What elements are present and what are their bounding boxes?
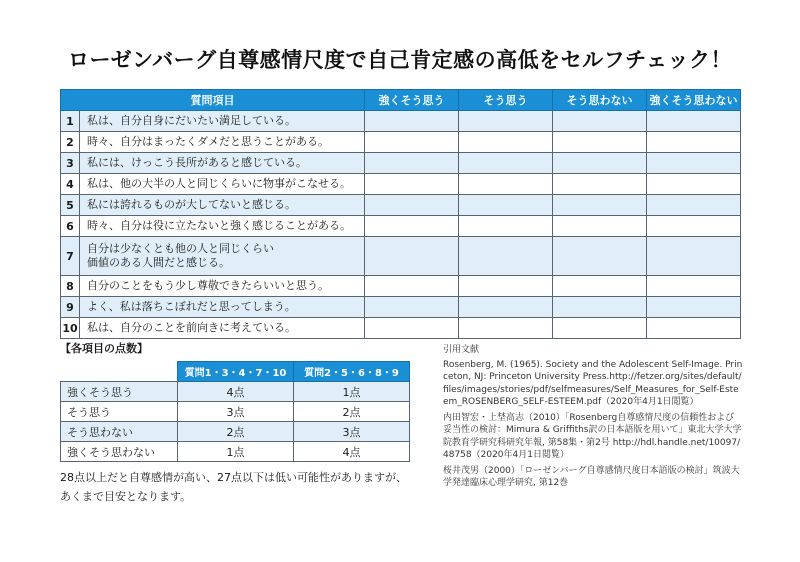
score-value-negative: 1点 xyxy=(294,382,410,402)
header-strongly-disagree: 強くそう思わない xyxy=(647,90,741,111)
score-header-negative-items: 質問2・5・6・8・9 xyxy=(294,362,410,382)
item-text: よく、私は落ちこぼれだと思ってしまう。 xyxy=(80,297,365,318)
answer-cell-agree[interactable] xyxy=(459,174,553,195)
answer-cell-disagree[interactable] xyxy=(553,216,647,237)
table-row xyxy=(61,276,741,297)
item-text-line1: 自分は少なくとも他の人と同じくらい xyxy=(87,242,274,255)
answer-cell-disagree[interactable] xyxy=(553,318,647,339)
score-row xyxy=(61,402,410,422)
answer-cell-disagree[interactable] xyxy=(553,111,647,132)
answer-cell-strongly-disagree[interactable] xyxy=(647,276,741,297)
answer-cell-disagree[interactable] xyxy=(553,132,647,153)
score-row xyxy=(61,442,410,462)
table-row xyxy=(61,174,741,195)
answer-cell-disagree[interactable] xyxy=(553,195,647,216)
answer-cell-agree[interactable] xyxy=(459,153,553,174)
table-row xyxy=(61,111,741,132)
item-number: 4 xyxy=(61,174,80,195)
score-row-label: そう思う xyxy=(61,402,178,422)
answer-cell-strongly-agree[interactable] xyxy=(365,297,459,318)
item-number: 9 xyxy=(61,297,80,318)
table-row xyxy=(61,237,741,276)
item-text: 時々、自分はまったくダメだと思うことがある。 xyxy=(80,132,365,153)
score-table xyxy=(60,361,410,462)
answer-cell-agree[interactable] xyxy=(459,132,553,153)
interpretation-note: 28点以上だと自尊感情が高い、27点以下は低い可能性がありますが、あくまで目安となります。 xyxy=(60,471,407,503)
header-question-item: 質問項目 xyxy=(61,90,365,111)
table-row xyxy=(61,132,741,153)
item-text: 私には、けっこう長所があると感じている。 xyxy=(80,153,365,174)
references-heading: 引用文献 xyxy=(443,345,480,355)
item-number: 8 xyxy=(61,276,80,297)
header-disagree: そう思わない xyxy=(553,90,647,111)
item-number: 5 xyxy=(61,195,80,216)
score-value-negative: 4点 xyxy=(294,442,410,462)
item-number: 1 xyxy=(61,111,80,132)
answer-cell-disagree[interactable] xyxy=(553,174,647,195)
header-agree: そう思う xyxy=(459,90,553,111)
answer-cell-strongly-agree[interactable] xyxy=(365,132,459,153)
item-number: 10 xyxy=(61,318,80,339)
answer-cell-strongly-disagree[interactable] xyxy=(647,237,741,276)
answer-cell-disagree[interactable] xyxy=(553,237,647,276)
score-header-positive-items: 質問1・3・4・7・10 xyxy=(178,362,294,382)
score-value-positive: 2点 xyxy=(178,422,294,442)
answer-cell-agree[interactable] xyxy=(459,318,553,339)
item-text: 私は、自分自身にだいたい満足している。 xyxy=(80,111,365,132)
item-number: 7 xyxy=(61,237,80,276)
answer-cell-strongly-disagree[interactable] xyxy=(647,195,741,216)
answer-cell-agree[interactable] xyxy=(459,297,553,318)
table-row xyxy=(61,153,741,174)
score-header-blank xyxy=(61,362,178,382)
score-value-positive: 4点 xyxy=(178,382,294,402)
answer-cell-strongly-agree[interactable] xyxy=(365,111,459,132)
answer-cell-strongly-agree[interactable] xyxy=(365,174,459,195)
page-title: ローゼンバーグ自尊感情尺度で自己肯定感の高低をセルフチェック！ xyxy=(68,48,732,72)
answer-cell-strongly-agree[interactable] xyxy=(365,276,459,297)
item-text: 私は、自分のことを前向きに考えている。 xyxy=(80,318,365,339)
table-row xyxy=(61,216,741,237)
table-row xyxy=(61,297,741,318)
answer-cell-agree[interactable] xyxy=(459,216,553,237)
answer-cell-strongly-disagree[interactable] xyxy=(647,132,741,153)
answer-cell-strongly-agree[interactable] xyxy=(365,237,459,276)
score-row-label: 強くそう思わない xyxy=(61,442,178,462)
item-text: 自分のことをもう少し尊敬できたらいいと思う。 xyxy=(80,276,365,297)
answer-cell-strongly-disagree[interactable] xyxy=(647,174,741,195)
score-value-negative: 2点 xyxy=(294,402,410,422)
answer-cell-agree[interactable] xyxy=(459,237,553,276)
answer-cell-agree[interactable] xyxy=(459,111,553,132)
questionnaire-header-row xyxy=(61,90,741,111)
item-text: 私には誇れるものが大してないと感じる。 xyxy=(80,195,365,216)
answer-cell-strongly-disagree[interactable] xyxy=(647,318,741,339)
score-value-negative: 3点 xyxy=(294,422,410,442)
score-row xyxy=(61,382,410,402)
answer-cell-disagree[interactable] xyxy=(553,276,647,297)
item-text-line2: 価値のある人間だと感じる。 xyxy=(87,256,230,269)
score-heading: 【各項目の点数】 xyxy=(60,342,148,355)
answer-cell-disagree[interactable] xyxy=(553,153,647,174)
answer-cell-strongly-disagree[interactable] xyxy=(647,297,741,318)
answer-cell-strongly-agree[interactable] xyxy=(365,216,459,237)
answer-cell-strongly-disagree[interactable] xyxy=(647,153,741,174)
score-header-row xyxy=(61,362,410,382)
answer-cell-strongly-agree[interactable] xyxy=(365,153,459,174)
score-value-positive: 3点 xyxy=(178,402,294,422)
item-number: 6 xyxy=(61,216,80,237)
reference-item: 桜井茂男（2000）「ローゼンバーグ自尊感情尺度日本語版の検討」筑波大学発達臨床心理学研究, 第12巻 xyxy=(443,465,740,488)
references xyxy=(443,344,743,493)
table-row xyxy=(61,195,741,216)
table-row xyxy=(61,318,741,339)
answer-cell-agree[interactable] xyxy=(459,276,553,297)
questionnaire-table xyxy=(60,89,741,339)
item-text: 私は、他の大半の人と同じくらいに物事がこなせる。 xyxy=(80,174,365,195)
answer-cell-disagree[interactable] xyxy=(553,297,647,318)
answer-cell-strongly-agree[interactable] xyxy=(365,318,459,339)
reference-item: Rosenberg, M. (1965). Society and the Adolescent Self-Image. Princeton, NJ: Princeton University Press.http://fetzer.org/sites/default/files/images/stories/pdf/selfmeasures/Self_Measures_for_Self-Esteem_ROSENBERG_SELF-ESTEEM.pdf（2020年4月1日閲覧） xyxy=(443,359,743,407)
item-text: 時々、自分は役に立たないと強く感じることがある。 xyxy=(80,216,365,237)
answer-cell-agree[interactable] xyxy=(459,195,553,216)
score-value-positive: 1点 xyxy=(178,442,294,462)
item-number: 2 xyxy=(61,132,80,153)
item-number: 3 xyxy=(61,153,80,174)
item-text xyxy=(80,237,365,276)
answer-cell-strongly-agree[interactable] xyxy=(365,195,459,216)
header-strongly-agree: 強くそう思う xyxy=(365,90,459,111)
score-row-label: そう思わない xyxy=(61,422,178,442)
answer-cell-strongly-disagree[interactable] xyxy=(647,216,741,237)
score-row xyxy=(61,422,410,442)
reference-item: 内田智宏・上埜高志（2010）「Rosenberg自尊感情尺度の信頼性および妥当性の検討：Mimura & Griffiths訳の日本語版を用いて」東北大学大学院教育学研究科研究年報, 第58集・第2号 http://hdl.handle.net/10097/48758（2020年4月1日閲覧） xyxy=(443,412,742,460)
answer-cell-strongly-disagree[interactable] xyxy=(647,111,741,132)
score-row-label: 強くそう思う xyxy=(61,382,178,402)
